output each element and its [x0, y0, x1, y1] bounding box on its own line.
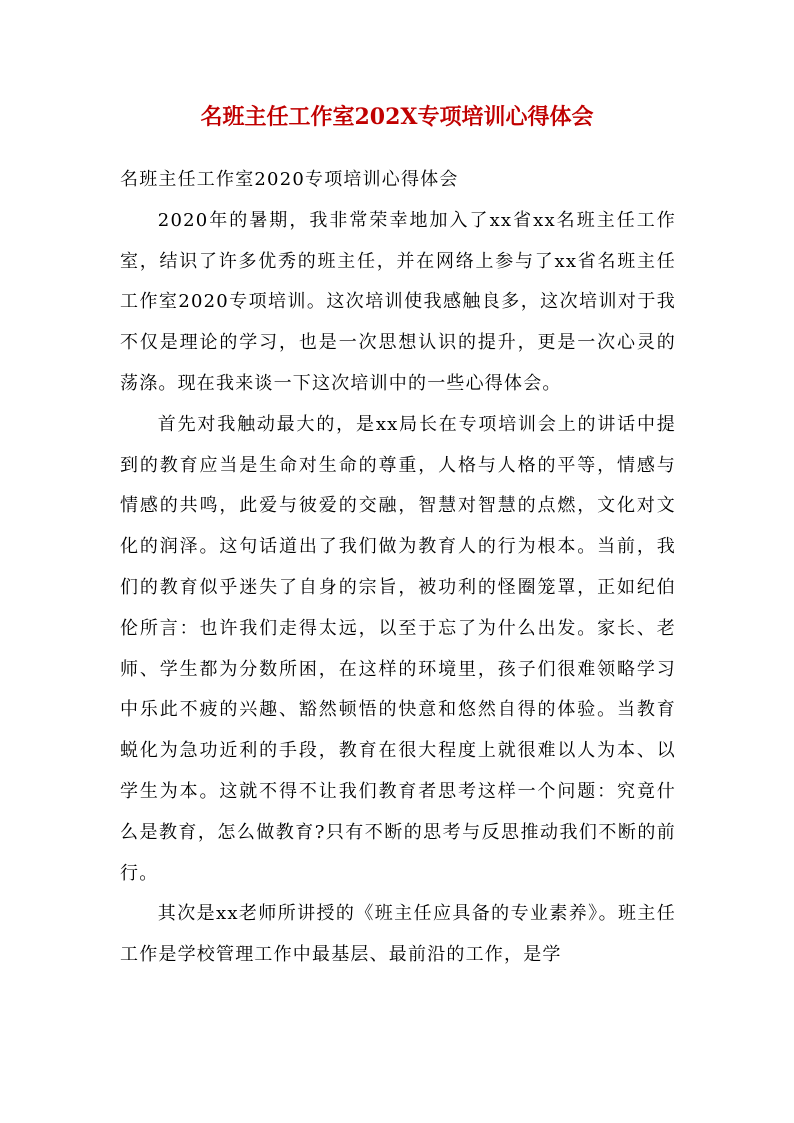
document-title: 名班主任工作室202X专项培训心得体会 [200, 104, 594, 130]
document-subtitle: 名班主任工作室2020专项培训心得体会 [120, 169, 459, 190]
paragraph-1: 2020年的暑期，我非常荣幸地加入了xx省xx名班主任工作室，结识了许多优秀的班主任，并在网络上参与了xx省名班主任工作室2020专项培训。这次培训使我感触良多，这次培训对于我不仅是理论的学习，也是一次思想认识的提升，更是一次心灵的荡涤。现在我来谈一下这次培训中的一些心得体会。 [120, 209, 676, 394]
document-body [120, 160, 676, 976]
paragraph-2: 首先对我触动最大的，是xx局长在专项培训会上的讲话中提到的教育应当是生命对生命的尊重，人格与人格的平等，情感与情感的共鸣，此爱与彼爱的交融，智慧对智慧的点燃，文化对文化的润泽。这句话道出了我们做为教育人的行为根本。当前，我们的教育似乎迷失了自身的宗旨，被功利的怪圈笼罩，正如纪伯伦所言：也许我们走得太远，以至于忘了为什么出发。家长、老师、学生都为分数所困，在这样的环境里，孩子们很难领略学习中乐此不疲的兴趣、豁然顿悟的快意和悠然自得的体验。当教育蜕化为急功近利的手段，教育在很大程度上就很难以人为本、以学生为本。这就不得不让我们教育者思考这样一个问题：究竟什么是教育，怎么做教育?只有不断的思考与反思推动我们不断的前行。 [120, 413, 676, 884]
paragraph-3: 其次是xx老师所讲授的《班主任应具备的专业素养》。班主任工作是学校管理工作中最基层、最前沿的工作，是学 [120, 903, 676, 966]
